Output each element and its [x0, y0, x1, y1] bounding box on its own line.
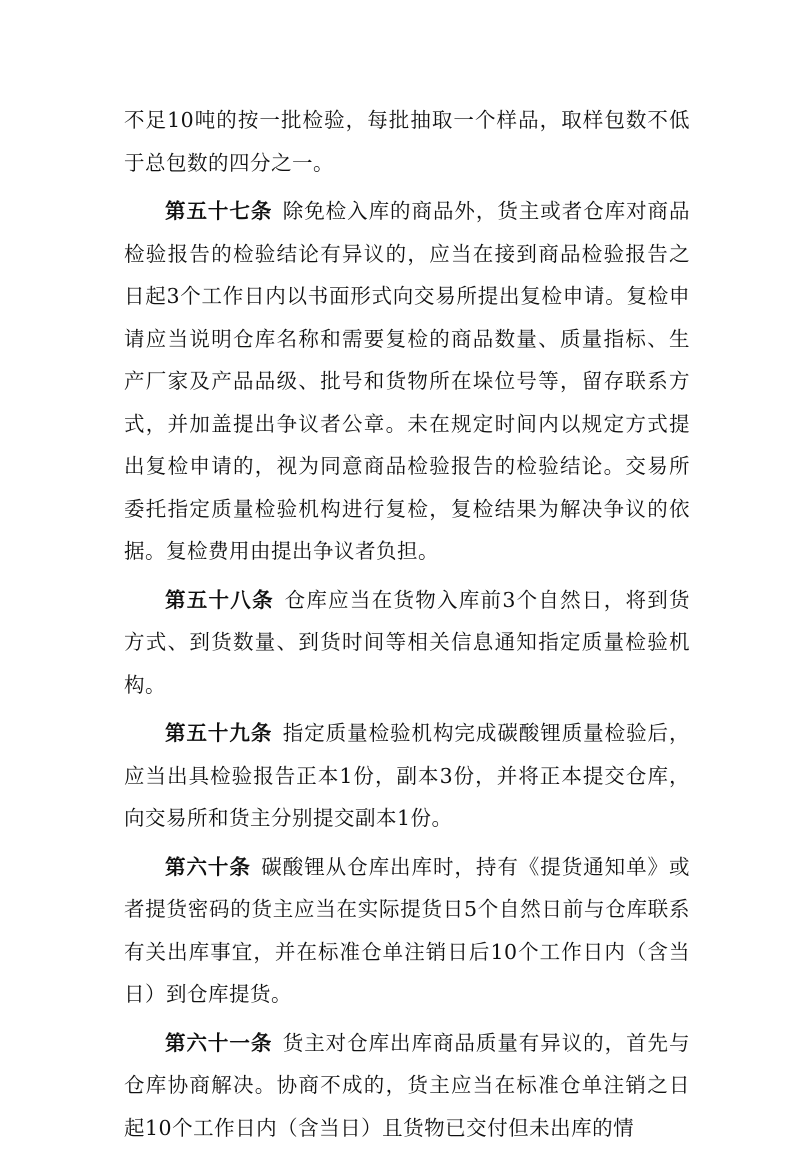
- article-text: 碳酸锂从仓库出库时，持有《提货通知单》或者提货密码的货主应当在实际提货日5个自然日前与仓库联系有关出库事宜，并在标准仓单注销日后10个工作日内（含当日）到仓库提货。: [124, 854, 691, 1006]
- article-57: [124, 190, 690, 573]
- paragraph-continuation: [124, 99, 690, 184]
- article-61: [124, 1022, 690, 1150]
- article-60: [124, 846, 690, 1016]
- article-number: 第五十九条: [165, 721, 273, 745]
- article-text: 货主对仓库出库商品质量有异议的，首先与仓库协商解决。协商不成的，货主应当在标准仓单注销之日起10个工作日内（含当日）且货物已交付但未出库的情: [124, 1030, 691, 1140]
- article-text: 除免检入库的商品外，货主或者仓库对商品检验报告的检验结论有异议的，应当在接到商品检验报告之日起3个工作日内以书面形式向交易所提出复检申请。复检申请应当说明仓库名称和需要复检的商品数量、质量指标、生产厂家及产品品级、批号和货物所在垛位号等，留存联系方式，并加盖提出争议者公章。未在规定时间内以规定方式提出复检申请的，视为同意商品检验报告的检验结论。交易所委托指定质量检验机构进行复检，复检结果为解决争议的依据。复检费用由提出争议者负担。: [124, 199, 691, 563]
- article-59: [124, 712, 690, 840]
- article-number: 第六十条: [165, 854, 251, 879]
- paragraph-text: 不足10吨的按一批检验，每批抽取一个样品，取样包数不低于总包数的四分之一。: [124, 108, 690, 175]
- article-58: [124, 579, 690, 707]
- article-number: 第五十八条: [165, 587, 274, 612]
- article-number: 第五十七条: [165, 199, 273, 223]
- article-text: 仓库应当在货物入库前3个自然日，将到货方式、到货数量、到货时间等相关信息通知指定质量检验机构。: [124, 587, 691, 697]
- document-page: [124, 99, 690, 1155]
- article-number: 第六十一条: [165, 1030, 273, 1055]
- article-text: 指定质量检验机构完成碳酸锂质量检验后，应当出具检验报告正本1份，副本3份，并将正本提交仓库，向交易所和货主分别提交副本1份。: [124, 721, 691, 830]
